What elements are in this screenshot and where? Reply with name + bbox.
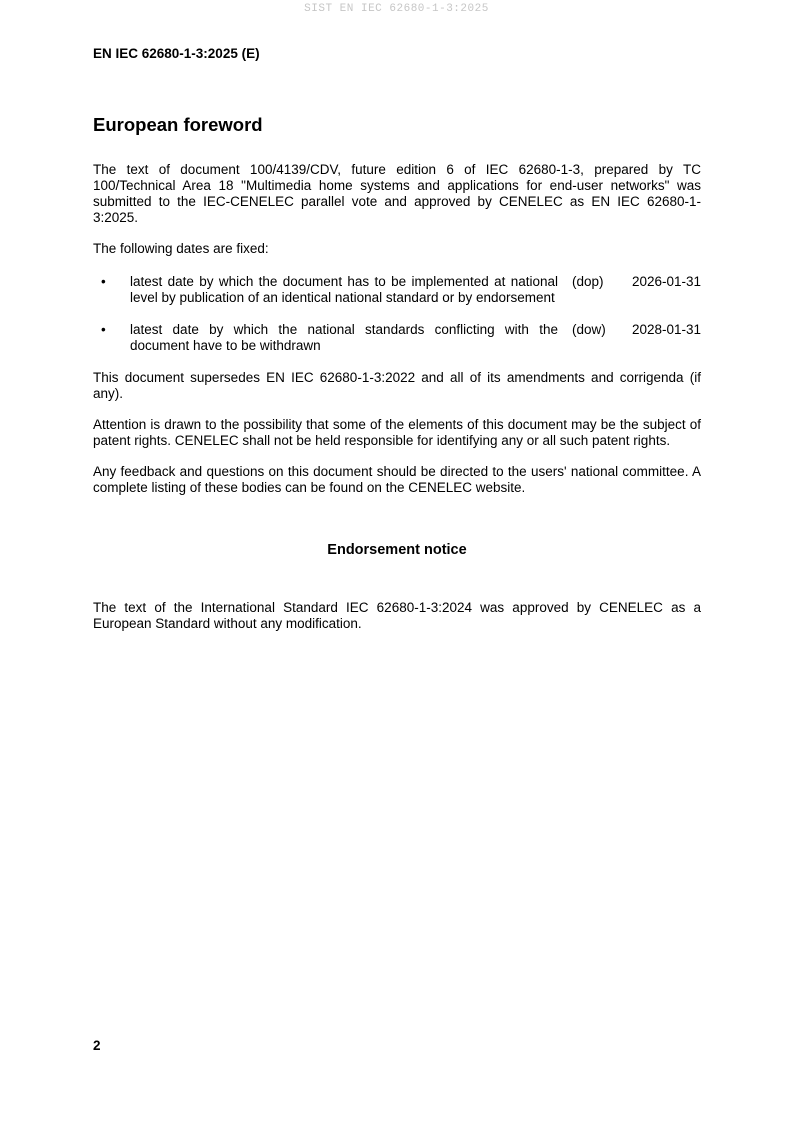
bullet-marker: • [101, 274, 106, 289]
bullet-marker: • [101, 322, 106, 337]
date-item-text: latest date by which the national standards conflicting with the document have to be withdrawn [130, 322, 558, 353]
endorsement-notice-title: Endorsement notice [327, 542, 467, 558]
page-number: 2 [93, 1038, 101, 1053]
foreword-intro-paragraph: The text of document 100/4139/CDV, future edition 6 of IEC 62680-1-3, prepared by TC 100/Technical Area 18 "Multimedia home systems and applications for end-user networks" was submitted to the IEC-CENELEC parallel vote and approved by CENELEC as EN IEC 62680-1-3:2025. [93, 162, 701, 225]
watermark: SIST EN IEC 62680-1-3:2025 [304, 3, 489, 15]
page-content [93, 114, 701, 647]
date-item-abbr: (dop) [572, 274, 604, 289]
foreword-title: European foreword [93, 114, 263, 135]
date-item-date: 2028-01-31 [631, 322, 701, 337]
patent-rights-paragraph: Attention is drawn to the possibility that some of the elements of this document may be the subject of patent rights. CENELEC shall not be held responsible for identifying any or all such patent rights. [93, 417, 701, 448]
dates-intro-paragraph: The following dates are fixed: [93, 241, 269, 256]
date-item-date: 2026-01-31 [631, 274, 701, 289]
date-item-dow [93, 322, 701, 354]
date-item-dop [93, 274, 701, 306]
feedback-paragraph: Any feedback and questions on this document should be directed to the users' national committee. A complete listing of these bodies can be found on the CENELEC website. [93, 464, 701, 495]
endorsement-paragraph: The text of the International Standard IEC 62680-1-3:2024 was approved by CENELEC as a European Standard without any modification. [93, 600, 701, 631]
date-item-text: latest date by which the document has to be implemented at national level by publication of an identical national standard or by endorsement [130, 274, 558, 305]
supersedes-paragraph: This document supersedes EN IEC 62680-1-3:2022 and all of its amendments and corrigenda (if any). [93, 370, 701, 401]
document-reference: EN IEC 62680-1-3:2025 (E) [93, 46, 260, 61]
date-item-abbr: (dow) [572, 322, 606, 337]
